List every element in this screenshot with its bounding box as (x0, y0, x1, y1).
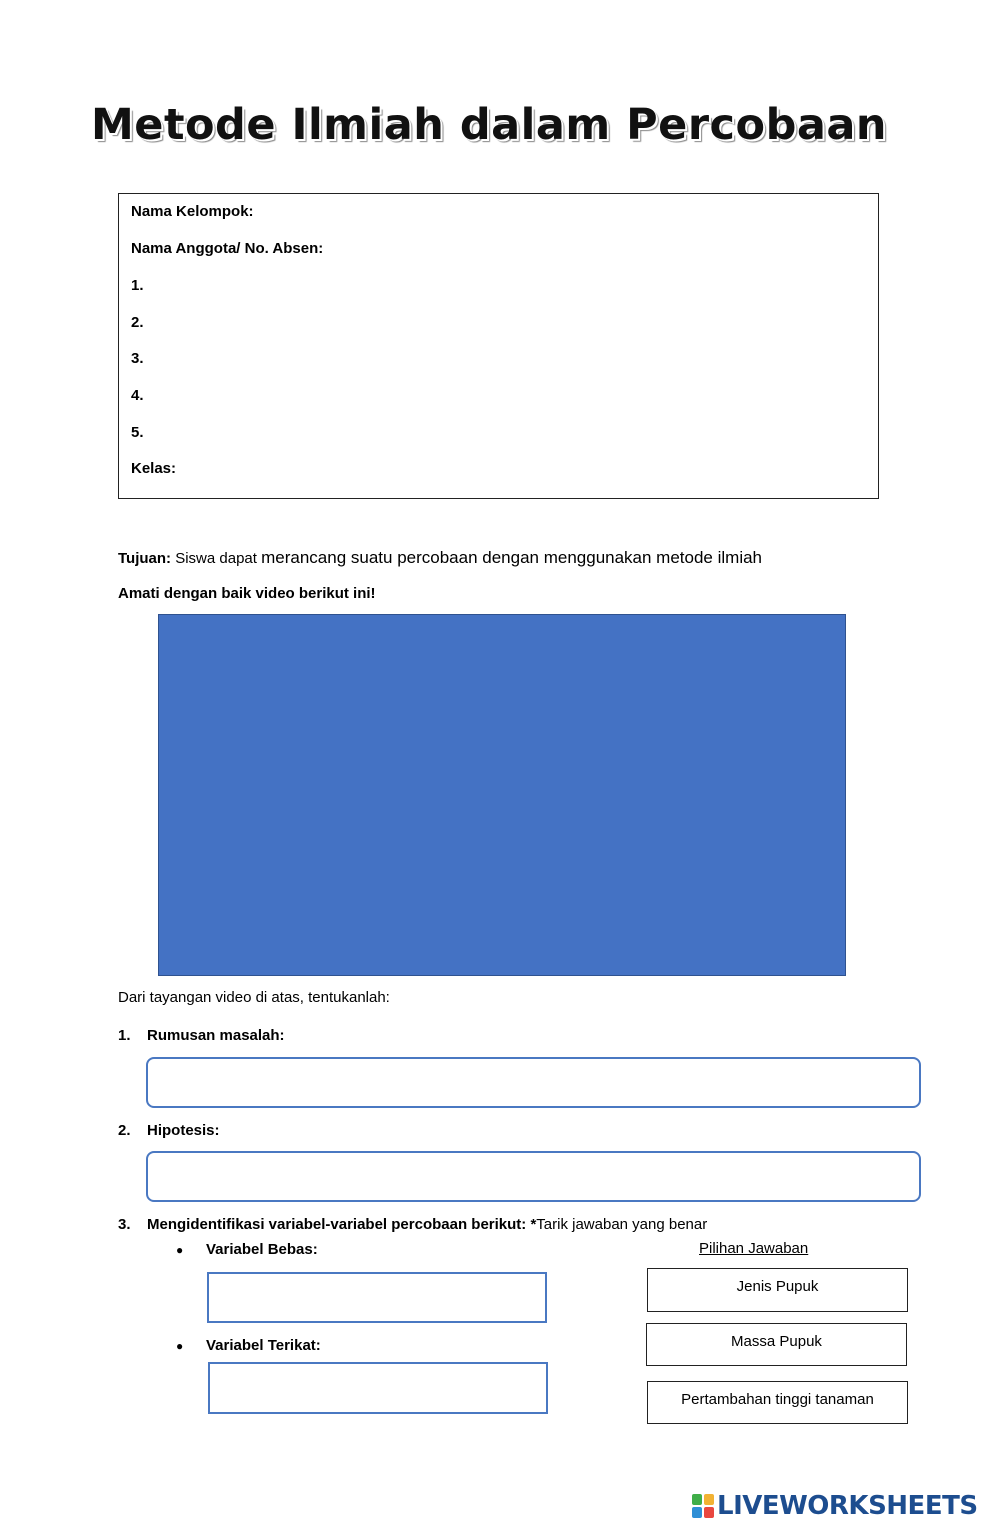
hypothesis-input[interactable] (146, 1151, 921, 1202)
independent-variable-label: Variabel Bebas: (206, 1241, 318, 1258)
objective-lead: Siswa dapat (175, 550, 257, 567)
question-1 (118, 1027, 285, 1044)
question-label: Hipotesis: (147, 1122, 220, 1139)
question-number: 3. (118, 1216, 131, 1233)
objective (118, 548, 762, 568)
bullet-icon: ● (176, 1243, 184, 1257)
member-number: 1. (131, 277, 144, 294)
member-number: 3. (131, 350, 144, 367)
group-name-label: Nama Kelompok: (131, 203, 254, 220)
group-info-box (118, 193, 879, 499)
independent-variable-item (176, 1241, 318, 1258)
class-label: Kelas: (131, 460, 177, 477)
question-3 (118, 1216, 707, 1233)
member-number: 4. (131, 387, 144, 404)
members-label: Nama Anggota/ No. Absen: (131, 240, 324, 257)
member-number: 2. (131, 314, 144, 331)
dependent-variable-label: Variabel Terikat: (206, 1337, 321, 1354)
liveworksheets-logo-text: LIVEWORKSHEETS (717, 1491, 978, 1521)
liveworksheets-logo-icon (692, 1494, 714, 1518)
question-2 (118, 1122, 220, 1139)
question-number: 1. (118, 1027, 131, 1044)
question-number: 2. (118, 1122, 131, 1139)
independent-variable-dropzone[interactable] (207, 1272, 547, 1323)
objective-text: merancang suatu percobaan dengan menggunakan metode ilmiah (261, 548, 763, 567)
problem-formulation-input[interactable] (146, 1057, 921, 1108)
question-label: Mengidentifikasi variabel-variabel percobaan berikut: * (147, 1216, 537, 1233)
video-player[interactable] (158, 614, 846, 976)
answer-choice[interactable]: Pertambahan tinggi tanaman (647, 1381, 908, 1424)
instruction: Amati dengan baik video berikut ini! (118, 585, 376, 602)
dependent-variable-dropzone[interactable] (208, 1362, 548, 1414)
answer-choice[interactable]: Massa Pupuk (646, 1323, 907, 1366)
liveworksheets-logo (692, 1489, 978, 1523)
question-note: Tarik jawaban yang benar (536, 1216, 708, 1233)
prompt-text: Dari tayangan video di atas, tentukanlah: (118, 989, 390, 1006)
member-number: 5. (131, 424, 144, 441)
answer-choice[interactable]: Jenis Pupuk (647, 1268, 908, 1312)
answer-choices-title: Pilihan Jawaban (699, 1240, 809, 1257)
question-label: Rumusan masalah: (147, 1027, 285, 1044)
dependent-variable-item (176, 1337, 321, 1354)
objective-label: Tujuan: (118, 550, 172, 567)
bullet-icon: ● (176, 1339, 184, 1353)
page-title: Metode Ilmiah dalam Percobaan (90, 100, 888, 150)
